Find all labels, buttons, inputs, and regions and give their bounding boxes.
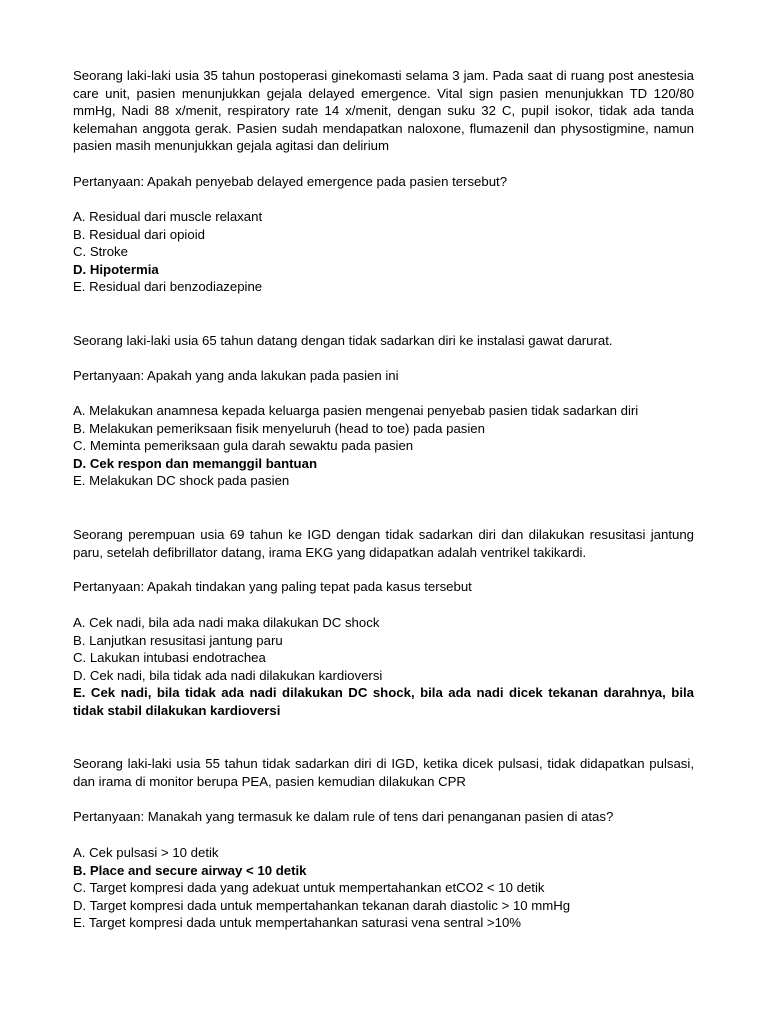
question-block-1 <box>73 67 694 155</box>
option-d: D. Cek nadi, bila tidak ada nadi dilakukan kardioversi <box>73 667 383 683</box>
question-prompt: Pertanyaan: Apakah tindakan yang paling tepat pada kasus tersebut <box>73 579 472 594</box>
question-stem: Seorang laki-laki usia 65 tahun datang dengan tidak sadarkan diri ke instalasi gawat darurat. <box>73 333 613 348</box>
option-a: A. Residual dari muscle relaxant <box>73 209 263 224</box>
option-d-answer: D. Hipotermia <box>73 261 159 277</box>
question-prompt-2-wrap <box>73 367 694 385</box>
question-prompt: Pertanyaan: Apakah yang anda lakukan pada pasien ini <box>73 368 399 383</box>
question-stem: Seorang laki-laki usia 55 tahun tidak sadarkan diri di IGD, ketika dicek pulsasi, tidak didapatkan pulsasi, dan irama di monitor berupa PEA, pasien kemudian dilakukan CPR <box>73 756 694 789</box>
option-e: E. Residual dari benzodiazepine <box>73 279 263 294</box>
question-prompt: Pertanyaan: Apakah penyebab delayed emergence pada pasien tersebut? <box>73 174 508 189</box>
option-c: C. Lakukan intubasi endotrachea <box>73 650 266 665</box>
option-list-1 <box>73 208 694 296</box>
option-c: C. Meminta pemeriksaan gula darah sewaktu pada pasien <box>73 438 414 453</box>
question-block-4 <box>73 755 694 790</box>
option-e: E. Target kompresi dada untuk mempertahankan saturasi vena sentral >10% <box>73 915 522 930</box>
option-b-answer: B. Place and secure airway < 10 detik <box>73 862 307 878</box>
option-d-answer: D. Cek respon dan memanggil bantuan <box>73 455 318 471</box>
question-block-2 <box>73 332 694 350</box>
option-c: C. Stroke <box>73 244 128 259</box>
option-a: A. Cek nadi, bila ada nadi maka dilakukan DC shock <box>73 615 380 630</box>
option-list-4 <box>73 844 694 932</box>
option-e-answer: E. Cek nadi, bila tidak ada nadi dilakukan DC shock, bila ada nadi dicek tekanan darahnya, bila tidak stabil dilakukan kardioversi <box>73 685 694 718</box>
question-prompt-4-wrap <box>73 808 694 826</box>
option-b: B. Melakukan pemeriksaan fisik menyeluruh (head to toe) pada pasien <box>73 420 485 436</box>
question-prompt: Pertanyaan: Manakah yang termasuk ke dalam rule of tens dari penanganan pasien di atas? <box>73 809 614 824</box>
question-stem: Seorang perempuan usia 69 tahun ke IGD dengan tidak sadarkan diri dan dilakukan resusitasi jantung paru, setelah defibrillator datang, irama EKG yang didapatkan adalah ventrikel takikardi. <box>73 527 694 560</box>
option-c: C. Target kompresi dada yang adekuat untuk mempertahankan etCO2 < 10 detik <box>73 880 545 895</box>
option-list-3 <box>73 614 694 719</box>
option-a: A. Cek pulsasi > 10 detik <box>73 845 219 860</box>
option-a: A. Melakukan anamnesa kepada keluarga pasien mengenai penyebab pasien tidak sadarkan diri <box>73 403 639 418</box>
question-prompt-1-wrap <box>73 173 694 191</box>
option-e: E. Melakukan DC shock pada pasien <box>73 473 290 488</box>
option-d: D. Target kompresi dada untuk mempertahankan tekanan darah diastolic > 10 mmHg <box>73 897 571 913</box>
question-prompt-3-wrap <box>73 578 694 596</box>
question-stem: Seorang laki-laki usia 35 tahun postoperasi ginekomasti selama 3 jam. Pada saat di ruang post anestesia care unit, pasien menunjukkan gejala delayed emergence. Vital sign pasien menunjukkan TD 120/80 mmHg, Nadi 88 x/menit, respiratory rate 14 x/menit, dengan suku 32 C, pupil isokor, tidak ada tanda kelemahan anggota gerak. Pasien sudah mendapatkan naloxone, flumazenil dan physostigmine, namun pasien masih menunjukkan gejala agitasi dan delirium <box>73 68 694 153</box>
option-b: B. Lanjutkan resusitasi jantung paru <box>73 632 283 648</box>
option-list-2 <box>73 402 694 490</box>
question-block-3 <box>73 526 694 561</box>
option-b: B. Residual dari opioid <box>73 226 205 242</box>
